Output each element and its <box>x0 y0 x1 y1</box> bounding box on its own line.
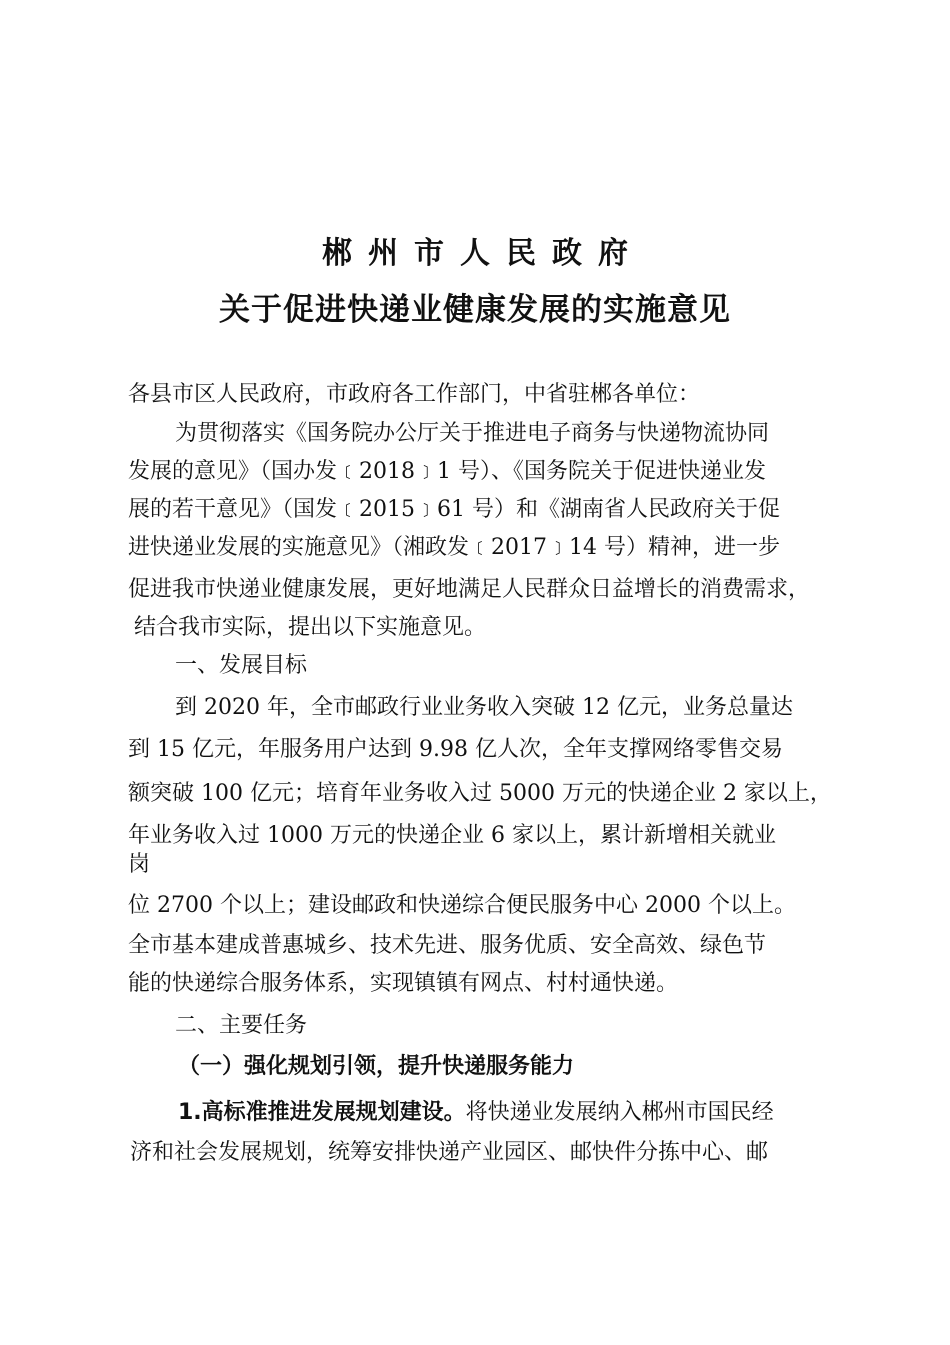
salutation: 各县市区人民政府，市政府各工作部门，中省驻郴各单位： <box>128 382 701 407</box>
section-heading-tasks: 二、主要任务 <box>175 1013 308 1038</box>
goal-line-8: 能的快递综合服务体系，实现镇镇有网点、村村通快递。 <box>128 971 679 996</box>
item-1-text: 将快递业发展纳入郴州市国民经 <box>465 1100 774 1125</box>
intro-line-4: 进快递业发展的实施意见》（湘政发﹝2017﹞14 号）精神，进一步 <box>128 535 780 560</box>
intro-line-1: 为贯彻落实《国务院办公厅关于推进电子商务与快递物流协同 <box>175 421 770 446</box>
intro-line-3: 展的若干意见》（国发﹝2015﹞61 号）和《湖南省人民政府关于促 <box>128 497 780 522</box>
goal-line-2: 到 15 亿元，年服务用户达到 9.98 亿人次，全年支撑网络零售交易 <box>128 737 783 762</box>
intro-line-5: 促进我市快递业健康发展，更好地满足人民群众日益增长的消费需求， <box>128 577 811 602</box>
item-1-title: 1.高标准推进发展规划建设。 <box>178 1100 466 1125</box>
document-title-subject: 关于促进快递业健康发展的实施意见 <box>219 292 731 328</box>
goal-line-4: 年业务收入过 1000 万元的快递企业 6 家以上，累计新增相关就业 <box>128 823 776 848</box>
intro-line-6: 结合我市实际，提出以下实施意见。 <box>134 615 487 640</box>
document-title-issuer: 郴州市人民政府 <box>322 236 644 271</box>
item-1-line-2: 济和社会发展规划，统筹安排快递产业园区、邮快件分拣中心、邮 <box>130 1140 769 1165</box>
goal-line-7: 全市基本建成普惠城乡、技术先进、服务优质、安全高效、绿色节 <box>128 933 767 958</box>
goal-line-5: 岗 <box>128 852 151 877</box>
goal-line-1: 到 2020 年，全市邮政行业业务收入突破 12 亿元，业务总量达 <box>175 695 793 720</box>
section-heading-goals: 一、发展目标 <box>175 653 308 678</box>
intro-line-2: 发展的意见》（国办发﹝2018﹞1 号）、《国务院关于促进快递业发 <box>128 459 766 484</box>
goal-line-6: 位 2700 个以上；建设邮政和快递综合便民服务中心 2000 个以上。 <box>128 893 796 918</box>
subsection-heading-planning: （一）强化规划引领，提升快递服务能力 <box>178 1054 575 1079</box>
goal-line-3: 额突破 100 亿元；培育年业务收入过 5000 万元的快递企业 2 家以上， <box>128 781 832 806</box>
item-1-line-1 <box>178 1098 774 1128</box>
